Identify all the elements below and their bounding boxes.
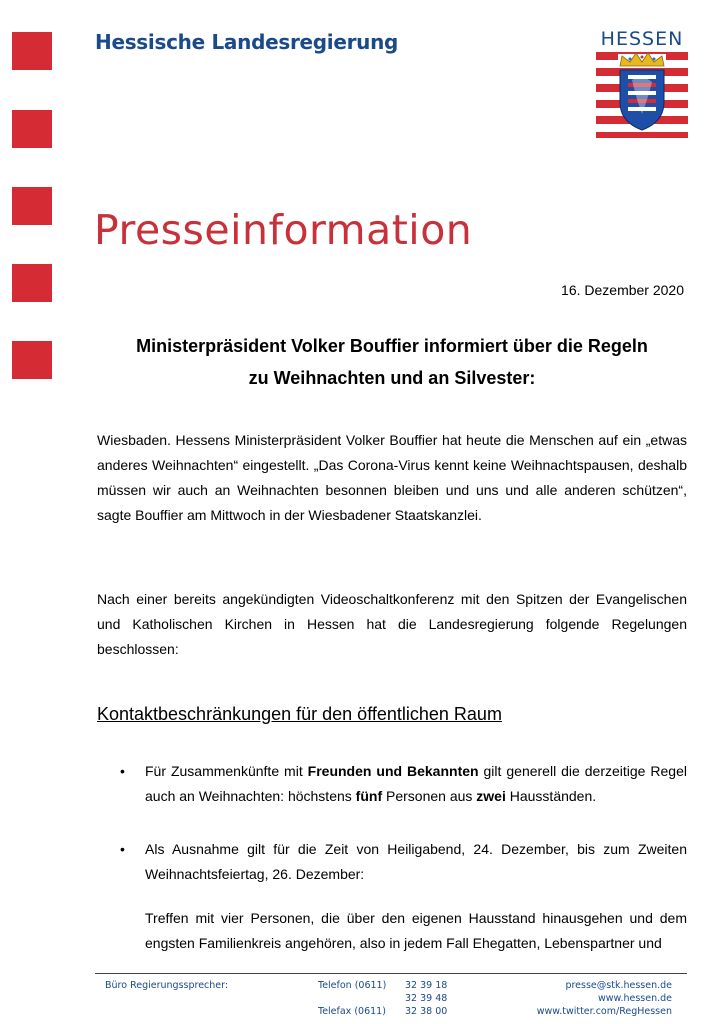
bullet-bold: fünf: [355, 788, 383, 804]
headline-line-2: zu Weihnachten und an Silvester:: [248, 368, 536, 388]
decorative-square-1: [12, 32, 52, 70]
bullet-item-1: [120, 759, 687, 809]
organization-name: Hessische Landesregierung: [95, 30, 399, 54]
headline-line-1: Ministerpräsident Volker Bouffier informiert über die Regeln: [136, 336, 648, 356]
bullet-bold: Freunden und Bekannten: [307, 763, 479, 779]
bullet-dot-icon: •: [120, 763, 125, 779]
bullet-dot-icon: •: [120, 841, 125, 857]
section-heading: Kontaktbeschränkungen für den öffentlichen Raum: [97, 704, 502, 724]
press-title: Presseinformation: [94, 206, 473, 254]
decorative-square-2: [12, 110, 52, 148]
footer-office: Büro Regierungssprecher:: [105, 980, 229, 991]
headline: [97, 330, 687, 394]
press-date: 16. Dezember 2020: [561, 282, 684, 298]
footer-phone-label: Telefon (0611): [318, 980, 387, 991]
decorative-square-4: [12, 264, 52, 302]
footer-fax-label: Telefax (0611): [318, 1006, 386, 1017]
bullet-item-2: [120, 837, 687, 887]
bullet-bold: zwei: [476, 788, 506, 804]
hessen-logo: [596, 28, 688, 143]
bullet-text: gilt generell die derzeitige Regel auch an Weihnachten: höchstens: [145, 763, 687, 804]
footer-website-link[interactable]: www.hessen.de: [598, 993, 672, 1004]
paragraph-intro: Wiesbaden. Hessens Ministerpräsident Volker Bouffier hat heute die Menschen auf ein „etwas anderes Weihnachten“ eingestellt. „Das Corona-Virus kennt keine Weihnachtspausen, deshalb müssen wir auch an Weihnachten besonnen bleiben und uns und alle anderen schützen“, sagte Bouffier am Mittwoch in der Wiesbadener Staatskanzlei.: [97, 432, 687, 523]
logo-text: HESSEN: [600, 28, 684, 50]
paragraph-regulations: Nach einer bereits angekündigten Videoschaltkonferenz mit den Spitzen der Evangelischen und Katholischen Kirchen in Hessen hat die Landesregierung folgende Regelungen beschlossen:: [97, 591, 687, 657]
footer-twitter-link[interactable]: www.twitter.com/RegHessen: [536, 1006, 672, 1017]
decorative-square-5: [12, 341, 52, 379]
footer-phone-2: 32 39 48: [405, 993, 448, 1004]
bullet-text: Hausständen.: [505, 788, 597, 804]
decorative-square-3: [12, 187, 52, 225]
footer-phone-1: 32 39 18: [405, 980, 448, 991]
footer-divider: [95, 973, 687, 974]
bullet-text: Personen aus: [382, 788, 477, 804]
bullet-text: Für Zusammenkünfte mit: [145, 763, 308, 779]
bullet-continuation: Treffen mit vier Personen, die über den eigenen Hausstand hinausgehen und dem engsten Familienkreis angehören, also in jedem Fall Ehegatten, Lebenspartner und: [145, 910, 687, 951]
footer-email-link[interactable]: presse@stk.hessen.de: [565, 980, 672, 991]
hessen-coat-of-arms-icon: [596, 50, 688, 138]
bullet-text: Als Ausnahme gilt für die Zeit von Heiligabend, 24. Dezember, bis zum Zweiten Weihnachtsfeiertag, 26. Dezember:: [145, 841, 687, 882]
footer-fax: 32 38 00: [405, 1006, 448, 1017]
